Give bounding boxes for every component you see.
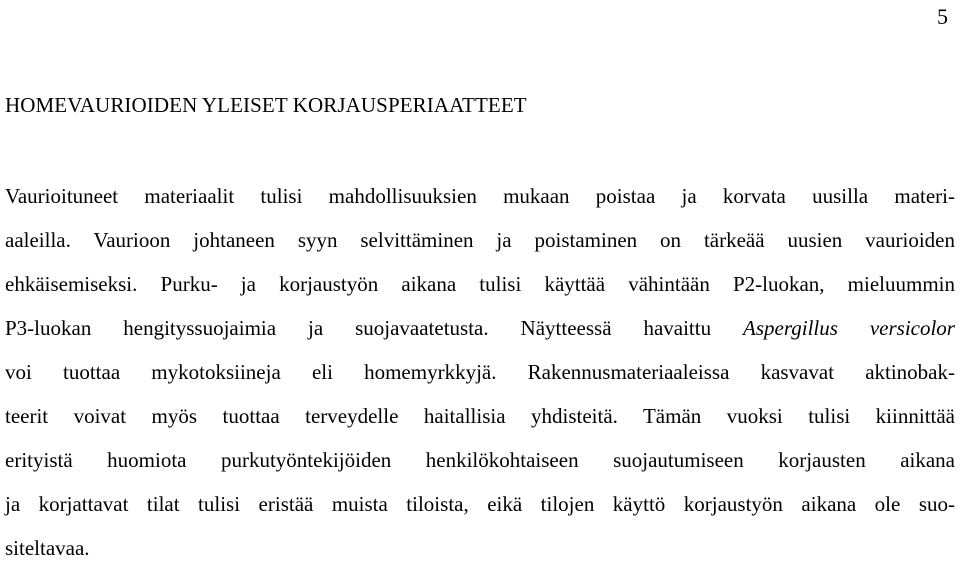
paragraph-line-5: voi tuottaa mykotoksiineja eli homemyrkkyjä. Rakennusmateriaaleissa kasvavat aktinobak- <box>5 360 955 384</box>
paragraph-line-7: erityistä huomiota purkutyöntekijöiden henkilökohtaiseen suojautumiseen korjausten aikana <box>5 448 955 472</box>
section-heading: HOMEVAURIOIDEN YLEISET KORJAUSPERIAATTEET <box>5 93 527 117</box>
body-paragraph <box>5 174 955 570</box>
paragraph-line-4 <box>5 306 955 350</box>
paragraph-line-6: teerit voivat myös tuottaa terveydelle haitallisia yhdisteitä. Tämän vuoksi tulisi kiinnittää <box>5 404 955 428</box>
page-number: 5 <box>937 4 948 29</box>
paragraph-line-4-text: P3-luokan hengityssuojaimia ja suojavaatetusta. Näytteessä havaittu <box>5 316 744 340</box>
species-name: Aspergillus versicolor <box>743 316 955 340</box>
paragraph-line-3: ehkäisemiseksi. Purku- ja korjaustyön aikana tulisi käyttää vähintään P2-luokan, mieluummin <box>5 272 955 296</box>
paragraph-line-9: siteltavaa. <box>5 536 90 560</box>
paragraph-line-1: Vaurioituneet materiaalit tulisi mahdollisuuksien mukaan poistaa ja korvata uusilla materi- <box>5 184 955 208</box>
paragraph-line-8: ja korjattavat tilat tulisi eristää muista tiloista, eikä tilojen käyttö korjaustyön aikana ole suo- <box>5 492 955 516</box>
paragraph-line-2: aaleilla. Vaurioon johtaneen syyn selvittäminen ja poistaminen on tärkeää uusien vaurioiden <box>5 228 955 252</box>
